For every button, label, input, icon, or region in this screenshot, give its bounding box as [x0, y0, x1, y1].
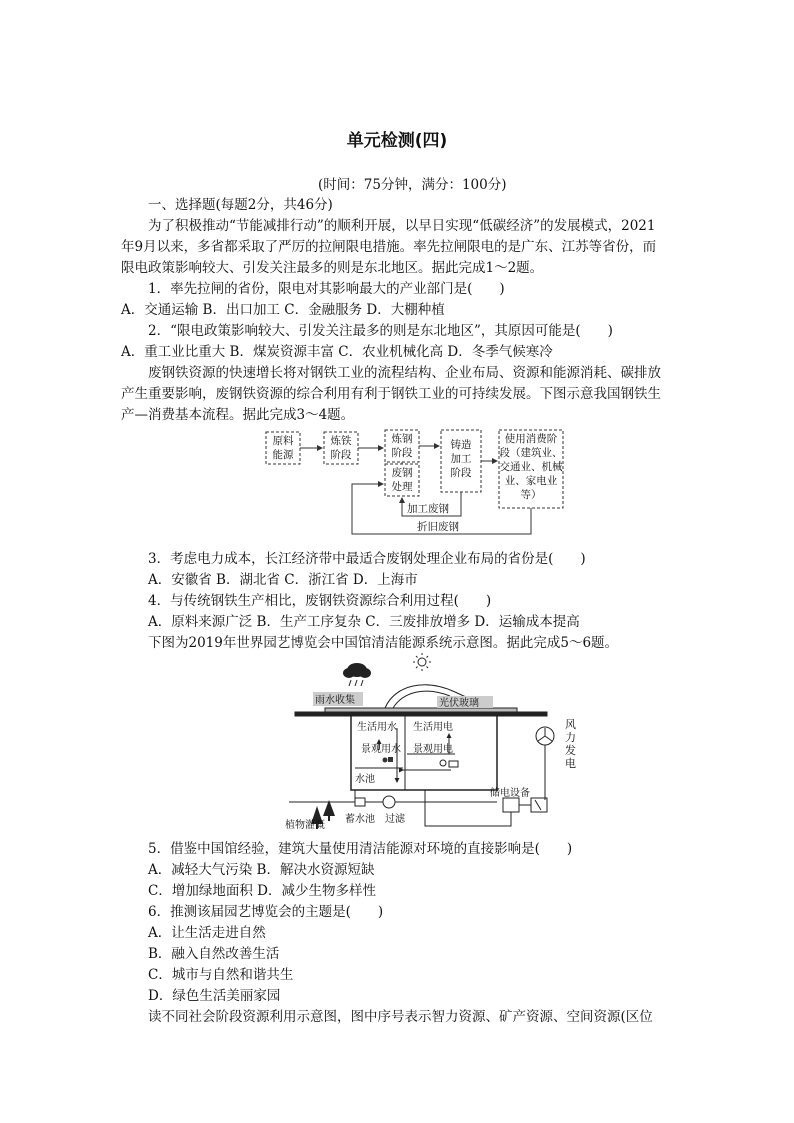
- energy-label: 发: [565, 744, 576, 757]
- sun-icon: [413, 653, 431, 671]
- energy-label: 生活用电: [413, 722, 453, 733]
- question-options: C．增加绿地面积 D．减少生物多样性: [148, 883, 376, 899]
- question-stem: 6．推测该届园艺博览会的主题是( ): [148, 904, 384, 920]
- question-stem: 2．“限电政策影响较大、引发关注最多的则是东北地区”，其原因可能是( ): [148, 323, 613, 339]
- clean-energy-diagram: [285, 650, 595, 832]
- energy-label: 风: [565, 718, 576, 731]
- page-title: 单元检测(四): [346, 131, 448, 151]
- flow-label: 阶段: [330, 449, 352, 461]
- flow-label: 使用消费阶: [504, 433, 558, 445]
- passage-line: 读不同社会阶段资源利用示意图，图中序号表示智力资源、矿产资源、空间资源(区位: [148, 1009, 653, 1025]
- energy-label: 生活用水: [357, 722, 397, 733]
- energy-label: 景观用水: [361, 744, 401, 755]
- exam-info: (时间：75分钟，满分：100分): [318, 177, 507, 193]
- flow-label: 原料: [272, 435, 294, 447]
- question-option: D．绿色生活美丽家园: [148, 988, 281, 1004]
- energy-label: 植物灌溉: [285, 820, 325, 831]
- energy-label: 雨水收集: [315, 695, 355, 706]
- steel-flow-diagram: [260, 428, 570, 540]
- energy-label: 景观用电: [413, 744, 453, 755]
- question-stem: 3．考虑电力成本，长江经济带中最适合废钢处理企业布局的省份是( ): [148, 551, 586, 567]
- flow-label: 铸造: [450, 439, 472, 451]
- question-options: A．原料来源广泛 B．生产工序复杂 C．三废排放增多 D．运输成本提高: [148, 614, 580, 630]
- question-options: A．交通运输 B．出口加工 C．金融服务 D．大棚种植: [121, 302, 445, 318]
- question-stem: 5．借鉴中国馆经验，建筑大量使用清洁能源对环境的直接影响是( ): [148, 841, 573, 857]
- reservoir-icon: [355, 798, 365, 806]
- question-option: C．城市与自然和谐共生: [148, 967, 294, 983]
- passage-line: 下图为2019年世界园艺博览会中国馆清洁能源系统示意图。据此完成5～6题。: [148, 635, 619, 651]
- passage-line: 产—消费基本流程。据此完成3～4题。: [121, 407, 355, 423]
- storage-unit: [503, 798, 547, 812]
- flow-label: 等）: [520, 489, 542, 501]
- wind-turbine-icon: [536, 727, 554, 800]
- flow-label: 炼钢: [391, 433, 413, 445]
- question-stem: 4．与传统钢铁生产相比，废钢铁资源综合利用过程( ): [148, 593, 492, 609]
- flow-label: 业、家电业: [504, 475, 558, 487]
- question-options: A．减轻大气污染 B．解决水资源短缺: [148, 862, 375, 878]
- passage-line: 年9月以来，多省都采取了严厉的拉闸限电措施。率先拉闸限电的是广东、江苏等省份，而: [121, 239, 657, 255]
- energy-label: 水池: [355, 774, 375, 785]
- fountain-icon: [383, 757, 394, 763]
- flow-label: 炼铁: [330, 435, 352, 447]
- flow-label: 折旧废钢: [417, 521, 459, 533]
- flow-label: 处理: [391, 481, 413, 493]
- passage-line: 产生重要影响，废钢铁资源的综合利用有利于钢铁工业的可持续发展。下图示意我国钢铁生: [121, 386, 661, 402]
- flow-label: 能源: [272, 449, 294, 461]
- question-option: A．让生活走进自然: [148, 925, 266, 941]
- flow-label: 阶段: [391, 447, 413, 459]
- energy-label: 力: [565, 731, 576, 744]
- flow-label: 加工: [450, 453, 472, 465]
- section-heading: 一、选择题(每题2分，共46分): [148, 197, 333, 213]
- question-options: A．安徽省 B．湖北省 C．浙江省 D．上海市: [148, 572, 418, 588]
- flow-label: 交通业、机械: [499, 461, 563, 473]
- passage-line: 废钢铁资源的快速增长将对钢铁工业的流程结构、企业布局、资源和能源消耗、碳排放: [148, 365, 661, 381]
- question-option: B．融入自然改善生活: [148, 946, 280, 962]
- filter-icon: [383, 796, 395, 808]
- flow-label: 段（建筑业、: [499, 447, 563, 459]
- flow-label: 阶段: [450, 467, 472, 479]
- lamp-icon: [440, 760, 458, 767]
- flow-label: 加工废钢: [407, 503, 449, 515]
- question-options: A．重工业比重大 B．煤炭资源丰富 C．农业机械化高 D．冬季气候寒冷: [121, 344, 553, 360]
- energy-label: 过滤: [385, 814, 405, 825]
- question-stem: 1．率先拉闸的省份，限电对其影响最大的产业部门是( ): [148, 281, 505, 297]
- flow-label: 废钢: [391, 467, 413, 479]
- rain-cloud-icon: [343, 663, 371, 686]
- energy-label: 蓄水池: [345, 814, 375, 825]
- passage-line: 为了积极推动“节能减排行动”的顺利开展，以早日实现“低碳经济”的发展模式，2021: [148, 218, 656, 234]
- energy-label: 电: [565, 757, 576, 770]
- energy-label: 光伏玻璃: [439, 698, 479, 709]
- passage-line: 限电政策影响较大、引发关注最多的则是东北地区。据此完成1～2题。: [121, 260, 544, 276]
- energy-label: 储电设备: [490, 788, 530, 799]
